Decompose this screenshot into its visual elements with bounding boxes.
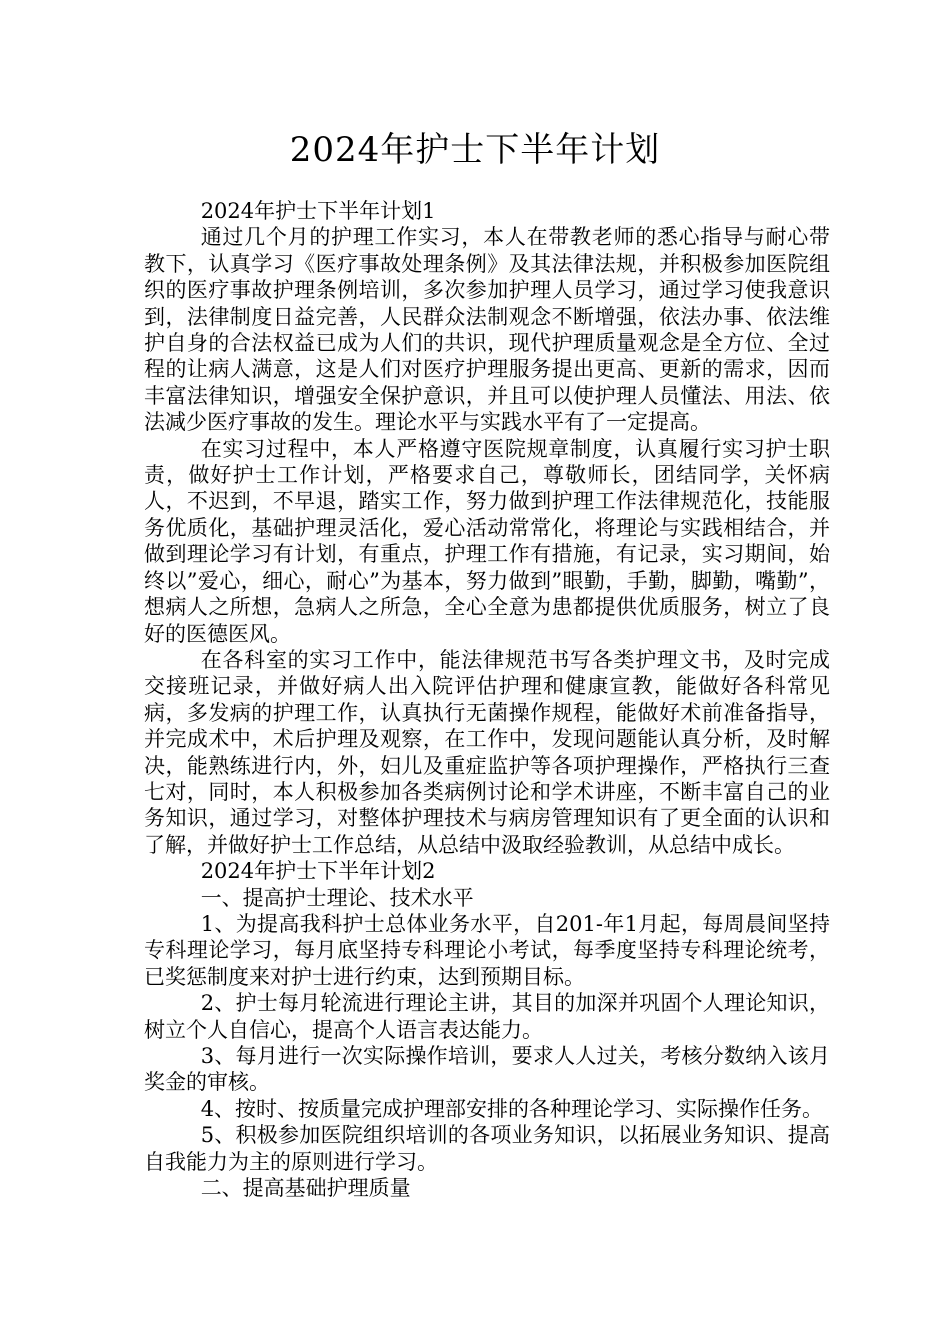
document-body (144, 198, 830, 1201)
list-item: 4、按时、按质量完成护理部安排的各种理论学习、实际操作任务。 (200, 1096, 824, 1121)
list-item: 1、为提高我科护士总体业务水平，自201-年1月起，每周晨间坚持专科理论学习，每月底坚持专科理论小考试，每季度坚持专科理论统考，已奖惩制度来对护士进行约束，达到预期目标。 (144, 911, 830, 989)
body-paragraph: 通过几个月的护理工作实习，本人在带教老师的悉心指导与耐心带教下，认真学习《医疗事故处理条例》及其法律法规，并积极参加医院组织的医疗事故护理条例培训，多次参加护理人员学习，通过学习使我意识到，法律制度日益完善，人民群众法制观念不断增强，依法办事、依法维护自身的合法权益已成为人们的共识，现代护理质量观念是全方位、全过程的让病人满意，这是人们对医疗护理服务提出更高、更新的需求，因而丰富法律知识，增强安全保护意识，并且可以使护理人员懂法、用法、依法减少医疗事故的发生。理论水平与实践水平有了一定提高。 (144, 225, 830, 435)
document-title: 2024年护士下半年计划 (289, 130, 661, 170)
body-paragraph: 在实习过程中，本人严格遵守医院规章制度，认真履行实习护士职责，做好护士工作计划，严格要求自己，尊敬师长，团结同学，关怀病人，不迟到，不早退，踏实工作，努力做到护理工作法律规范化，技能服务优质化，基础护理灵活化，爱心活动常常化，将理论与实践相结合，并做到理论学习有计划，有重点，护理工作有措施，有记录，实习期间，始终以”爱心，细心，耐心”为基本，努力做到”眼勤，手勤，脚勤，嘴勤”，想病人之所想，急病人之所急，全心全意为患都提供优质服务，树立了良好的医德医风。 (144, 436, 830, 646)
list-item: 2、护士每月轮流进行理论主讲，其目的加深并巩固个人理论知识，树立个人自信心，提高个人语言表达能力。 (144, 991, 830, 1042)
list-item: 5、积极参加医院组织培训的各项业务知识，以拓展业务知识、提高自我能力为主的原则进行学习。 (144, 1123, 830, 1174)
subsection-heading: 一、提高护士理论、技术水平 (200, 885, 474, 910)
list-item: 3、每月进行一次实际操作培训，要求人人过关，考核分数纳入该月奖金的审核。 (144, 1044, 830, 1095)
subsection-heading: 二、提高基础护理质量 (200, 1176, 411, 1201)
section-heading-plan-2: 2024年护士下半年计划2 (200, 859, 436, 884)
body-paragraph: 在各科室的实习工作中，能法律规范书写各类护理文书，及时完成交接班记录，并做好病人出入院评估护理和健康宣教，能做好各科常见病，多发病的护理工作，认真执行无菌操作规程，能做好术前准备指导，并完成术中，术后护理及观察，在工作中，发现问题能认真分析，及时解决，能熟练进行内，外，妇儿及重症监护等各项护理操作，严格执行三查七对，同时，本人积极参加各类病例讨论和学术讲座，不断丰富自己的业务知识，通过学习，对整体护理技术与病房管理知识有了更全面的认识和了解，并做好护士工作总结，从总结中汲取经验教训，从总结中成长。 (144, 647, 830, 857)
section-heading-plan-1: 2024年护士下半年计划1 (200, 199, 436, 223)
